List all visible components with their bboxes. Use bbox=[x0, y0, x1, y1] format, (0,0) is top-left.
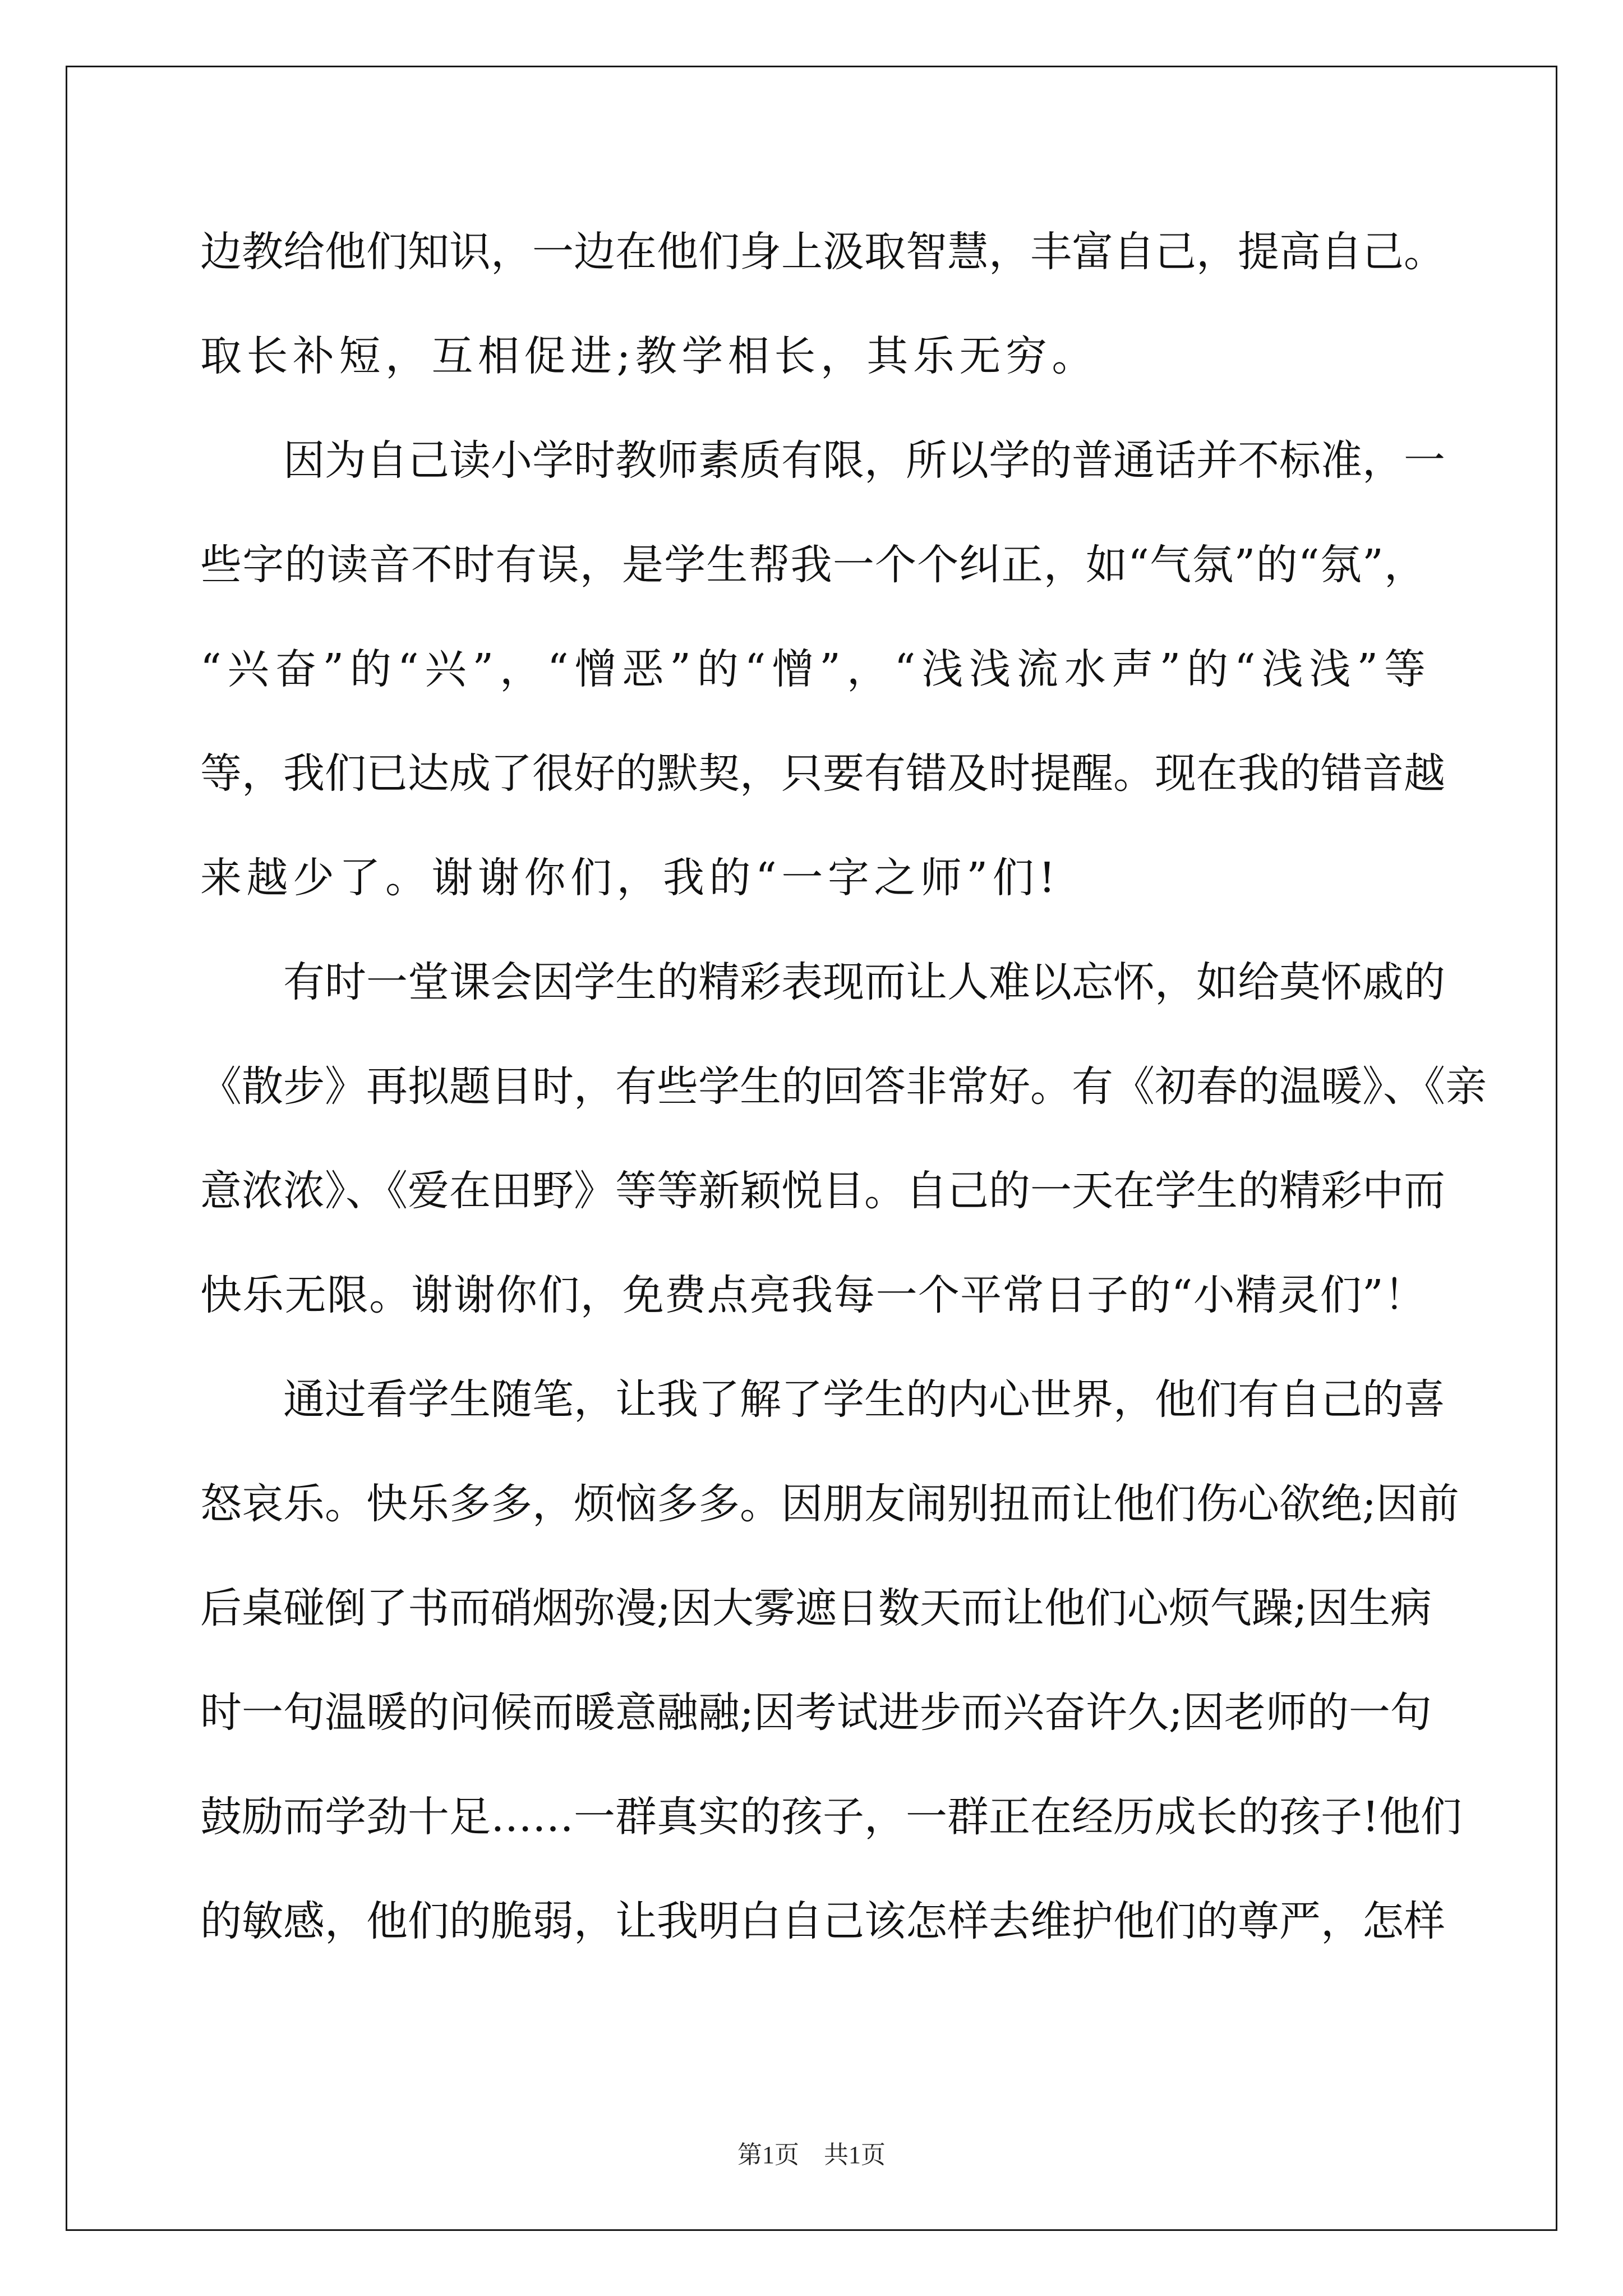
text-line-6: 等，我们已达成了很好的默契，只要有错及时提醒。现在我的错音越 bbox=[200, 749, 1445, 798]
text-line-4: 些字的读音不时有误，是学生帮我一个个纠正，如“气氛”的“氛”， bbox=[200, 541, 1426, 589]
text-line-11: 快乐无限。谢谢你们，免费点亮我每一个平常日子的“小精灵们”！ bbox=[200, 1271, 1426, 1319]
text-line-8: 有时一堂课会因学生的精彩表现而让人难以忘怀，如给莫怀戚的 bbox=[200, 958, 1445, 1006]
text-line-9: 《散步》再拟题目时，有些学生的回答非常好。有《初春的温暖》、《亲 bbox=[200, 1062, 1487, 1111]
text-line-15: 时一句温暖的问候而暖意融融;因考试进步而兴奋许久;因老师的一句 bbox=[200, 1688, 1432, 1737]
text-line-16: 鼓励而学劲十足……一群真实的孩子，一群正在经历成长的孩子!他们 bbox=[200, 1793, 1462, 1841]
text-line-10: 意浓浓》、《爱在田野》等等新颖悦目。自己的一天在学生的精彩中而 bbox=[200, 1167, 1445, 1215]
text-line-2: 取长补短，互相促进;教学相长，其乐无穷。 bbox=[200, 332, 1098, 380]
text-line-1: 边教给他们知识，一边在他们身上汲取智慧，丰富自己，提高自己。 bbox=[200, 228, 1445, 276]
text-line-17: 的敏感，他们的脆弱，让我明白自己该怎样去维护他们的尊严，怎样 bbox=[200, 1897, 1445, 1945]
text-line-12: 通过看学生随笔，让我了解了学生的内心世界，他们有自己的喜 bbox=[200, 1375, 1445, 1424]
text-line-14: 后桌碰倒了书而硝烟弥漫;因大雾遮日数天而让他们心烦气躁;因生病 bbox=[200, 1584, 1432, 1632]
page-number-footer: 第1页 共1页 bbox=[737, 2141, 886, 2169]
text-line-3: 因为自己读小学时教师素质有限，所以学的普通话并不标准，一 bbox=[200, 436, 1445, 485]
text-line-5: “兴奋”的“兴”，“憎恶”的“憎”，“浅浅流水声”的“浅浅”等 bbox=[200, 645, 1426, 693]
text-line-7: 来越少了。谢谢你们，我的“一字之师”们! bbox=[200, 854, 1061, 902]
text-line-13: 怒哀乐。快乐多多，烦恼多多。因朋友闹别扭而让他们伤心欲绝;因前 bbox=[200, 1480, 1459, 1528]
